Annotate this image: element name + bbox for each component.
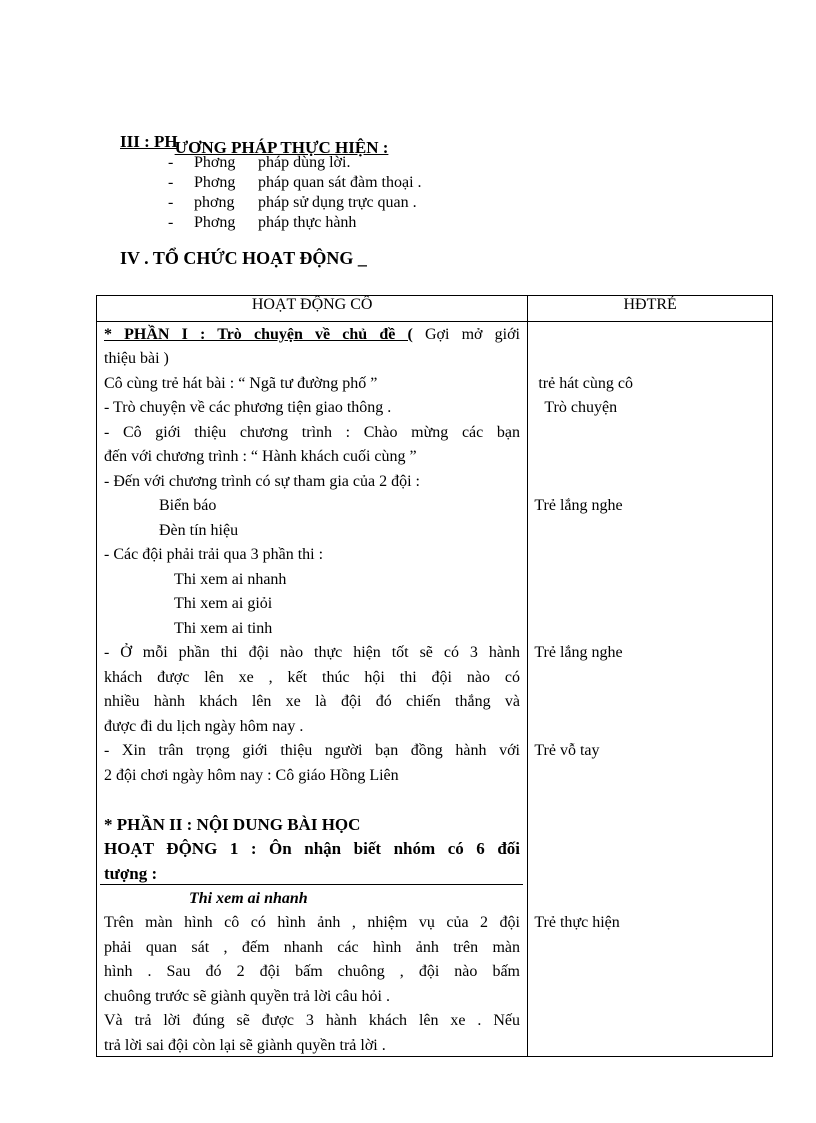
child-activity-cell (528, 322, 773, 1057)
child-line: Trẻ lắng nghe (534, 497, 623, 514)
teacher-line: - Các đội phải trải qua 3 phần thi : (104, 546, 324, 563)
teacher-line: - Xin trân trọng giới thiệu người bạn đồng hành với (104, 742, 520, 759)
round-name: Thi xem ai nhanh (174, 571, 287, 588)
activity1-subheading: Thi xem ai nhanh (189, 890, 308, 907)
part1-heading-rest: Gợi mở giới (412, 326, 520, 343)
round-name: Thi xem ai giỏi (174, 595, 273, 612)
methods-list (168, 153, 422, 233)
method-text: pháp thực hành (258, 214, 357, 231)
method-text: pháp dùng lời. (258, 154, 351, 171)
part1-heading-line2: thiệu bài ) (104, 350, 169, 367)
table-body-row (97, 322, 773, 1057)
child-line: Trẻ thực hiện (534, 914, 620, 931)
method-word: phơng (194, 194, 235, 211)
part1-heading (104, 325, 520, 345)
section-3-title-part1: III : PH (120, 132, 178, 151)
method-word: Phơng (194, 174, 236, 191)
method-text: pháp quan sát đàm thoại . (258, 174, 422, 191)
section-4-title-tail: _ (357, 248, 367, 268)
section-3-title-part2: ƯƠNG PHÁP THỰC HIỆN : (174, 138, 389, 157)
method-word: Phơng (194, 154, 236, 171)
part2-heading: * PHẦN II : NỘI DUNG BÀI HỌC (104, 815, 361, 834)
section-4-title-text: IV . TỔ CHỨC HOẠT ĐỘNG (120, 248, 354, 268)
list-dash: - (168, 154, 174, 171)
teacher-activity-cell (97, 322, 528, 1057)
method-word: Phơng (194, 214, 236, 231)
child-line: Trẻ lắng nghe (534, 644, 623, 661)
child-line: Trò chuyện (544, 399, 618, 416)
part1-heading-bold: * PHẦN I : Trò chuyện về chủ đề ( (104, 326, 413, 343)
teacher-line: - Trò chuyện về các phương tiện giao thông . (104, 399, 392, 416)
method-item (168, 213, 422, 233)
teacher-line: nhiều hành khách lên xe là đội đó chiến thắng và (104, 693, 520, 710)
teacher-line: chuông trước sẽ giành quyền trả lời câu hỏi . (104, 988, 390, 1005)
child-line: trẻ hát cùng cô (538, 375, 633, 392)
activity1-heading-line2: tượng : (104, 864, 158, 883)
list-dash: - (168, 214, 174, 231)
teacher-line: 2 đội chơi ngày hôm nay : Cô giáo Hồng Liên (104, 767, 399, 784)
round-name: Thi xem ai tinh (174, 620, 273, 637)
teacher-line: - Đến với chương trình có sự tham gia của 2 đội : (104, 473, 420, 490)
child-line: Trẻ vỗ tay (534, 742, 600, 759)
teacher-line: được đi du lịch ngày hôm nay . (104, 718, 304, 735)
teacher-line: Và trả lời đúng sẽ được 3 hành khách lên xe . Nếu (104, 1012, 520, 1029)
list-dash: - (168, 174, 174, 191)
teacher-line: phải quan sát , đếm nhanh các hình ảnh trên màn (104, 939, 520, 956)
method-item (168, 173, 422, 193)
activity-table (96, 295, 773, 1057)
section-4-title (120, 248, 367, 269)
table-header-row (97, 296, 773, 322)
teacher-line: - Ở mỗi phần thi đội nào thực hiện tốt sẽ có 3 hành (104, 644, 520, 661)
teacher-line: trả lời sai đội còn lại sẽ giành quyền trả lời . (104, 1037, 386, 1054)
method-item (168, 153, 422, 173)
teacher-line: Cô cùng trẻ hát bài : “ Ngã tư đường phố ” (104, 375, 378, 392)
section-3-title (120, 132, 391, 157)
header-teacher-activity: HOẠT ĐỘNG CÔ (97, 296, 528, 322)
team-name: Đèn tín hiệu (159, 522, 239, 539)
teacher-line: hình . Sau đó 2 đội bấm chuông , đội nào bấm (104, 963, 520, 980)
teacher-line: - Cô giới thiệu chương trình : Chào mừng các bạn (104, 424, 520, 441)
header-child-activity: HĐTRẺ (528, 296, 773, 322)
team-name: Biển báo (159, 497, 217, 514)
heading-underline (100, 884, 523, 885)
method-item (168, 193, 422, 213)
method-text: pháp sử dụng trực quan . (258, 194, 417, 211)
activity1-heading: HOẠT ĐỘNG 1 : Ôn nhận biết nhóm có 6 đối (104, 839, 520, 858)
teacher-line: đến với chương trình : “ Hành khách cuối cùng ” (104, 448, 417, 465)
teacher-line: Trên màn hình cô có hình ảnh , nhiệm vụ của 2 đội (104, 914, 520, 931)
teacher-line: khách được lên xe , kết thúc hội thi đội nào có (104, 669, 520, 686)
list-dash: - (168, 194, 174, 211)
